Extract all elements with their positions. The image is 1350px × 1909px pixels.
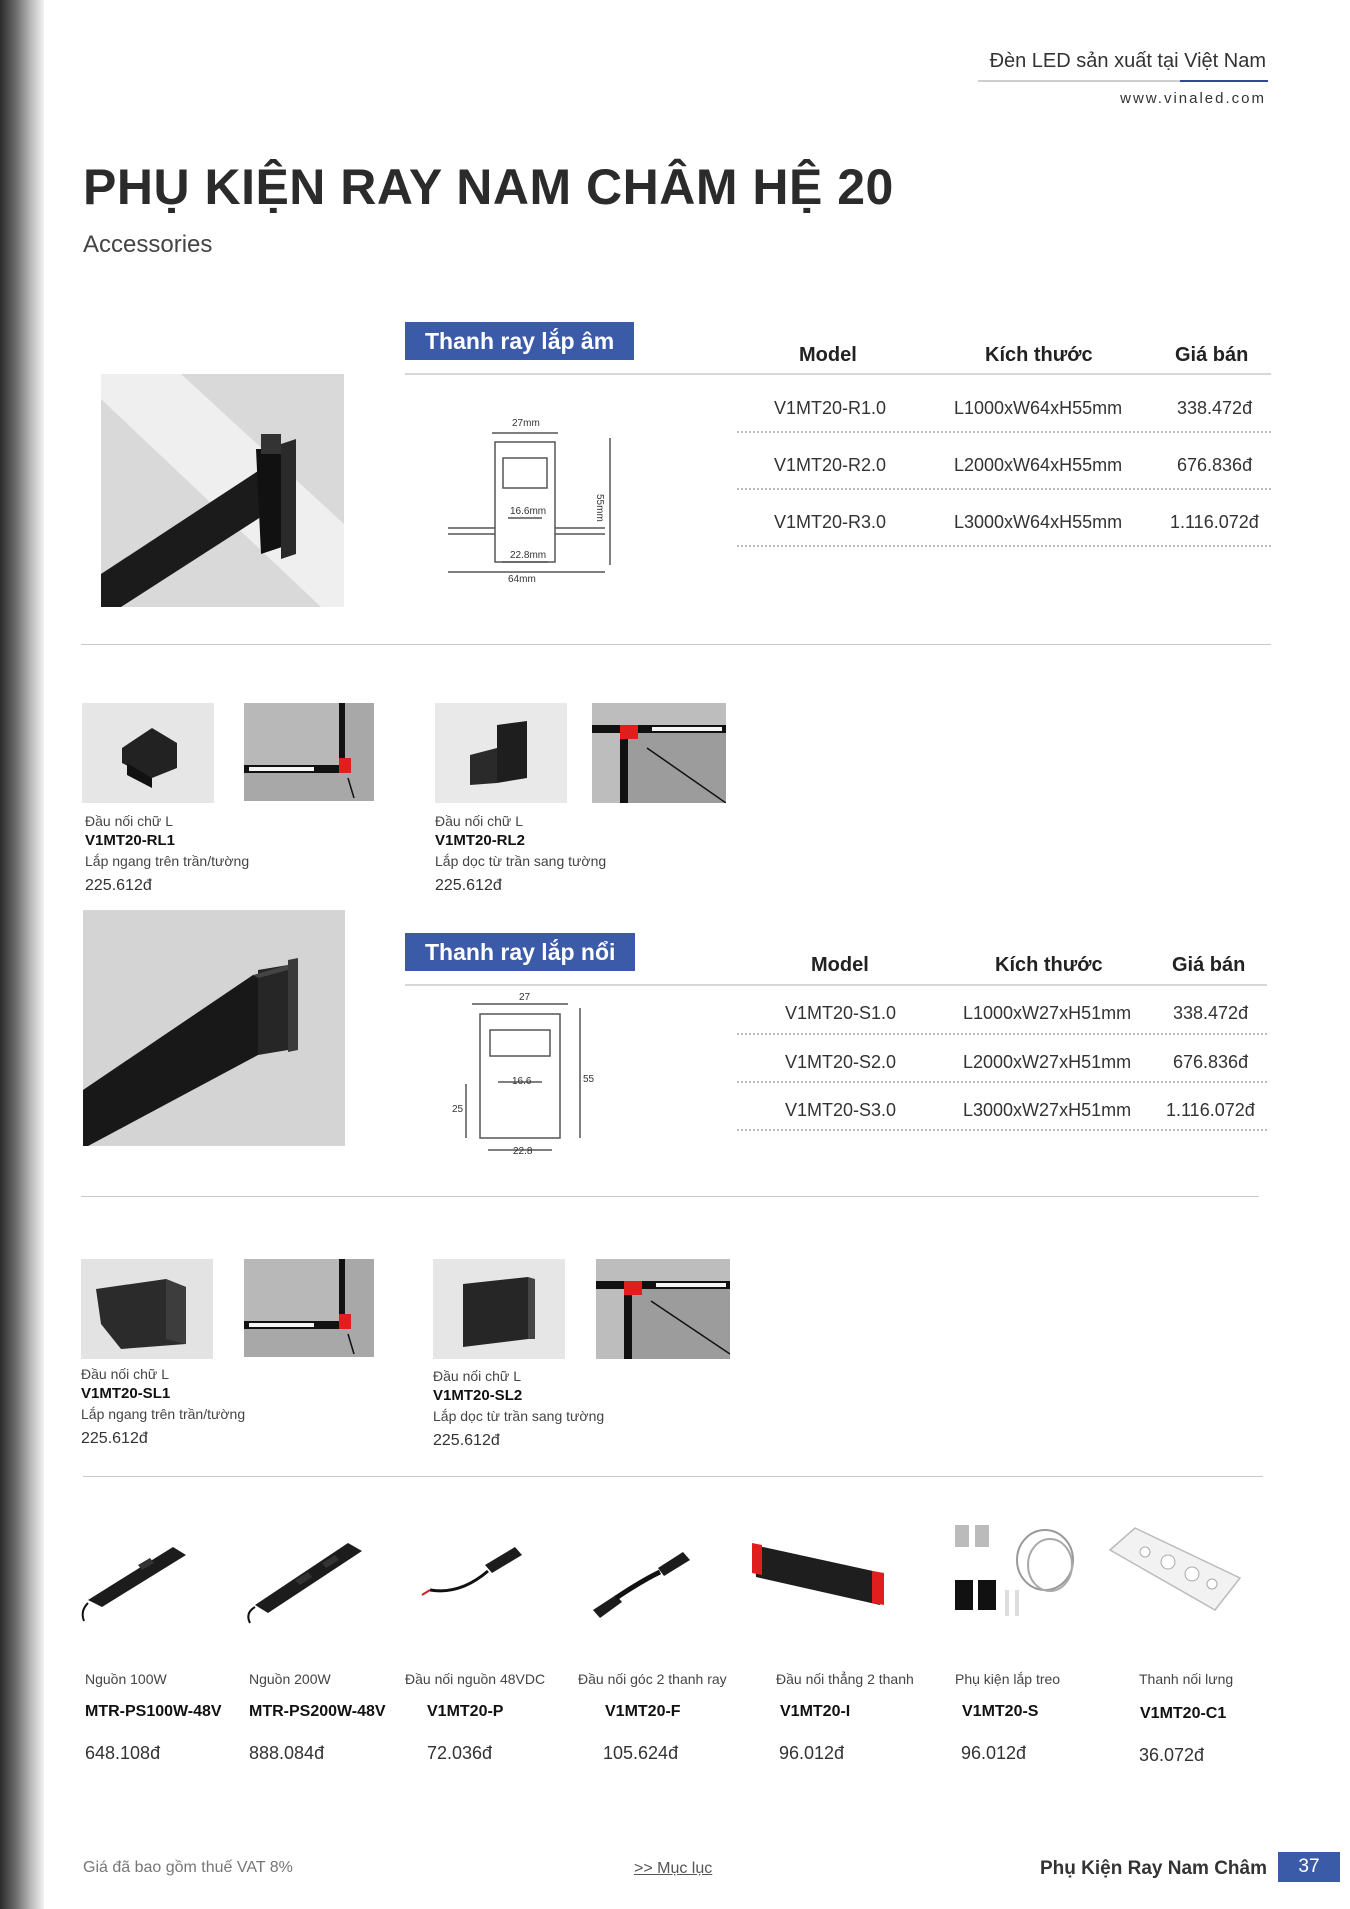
dim-label: 16.6 bbox=[512, 1076, 532, 1087]
product-code: V1MT20-C1 bbox=[1140, 1705, 1227, 1722]
dim-label: 22.8mm bbox=[510, 550, 547, 561]
connector-sl1-type: Đầu nối chữ L bbox=[81, 1366, 169, 1382]
section-divider bbox=[81, 644, 1271, 645]
surface-rail-photo bbox=[83, 910, 345, 1146]
surface-section-badge: Thanh ray lắp nổi bbox=[405, 933, 635, 971]
table-row-divider bbox=[737, 545, 1271, 547]
product-price: 72.036đ bbox=[427, 1743, 493, 1763]
connector-sl2-photo bbox=[433, 1259, 565, 1359]
surface-badge-rule bbox=[405, 984, 1267, 986]
header-divider-accent bbox=[1180, 80, 1268, 82]
table-row-divider bbox=[737, 1081, 1267, 1083]
table-row-divider bbox=[737, 431, 1271, 433]
page-number: 37 bbox=[1278, 1852, 1340, 1882]
table-cell: L3000xW27xH51mm bbox=[963, 1100, 1132, 1120]
surface-col-model: Model bbox=[811, 954, 869, 976]
table-cell: V1MT20-R1.0 bbox=[774, 398, 887, 418]
product-price: 96.012đ bbox=[961, 1743, 1027, 1763]
connector-rl2-photo bbox=[435, 703, 567, 803]
table-row-divider bbox=[737, 1033, 1267, 1035]
product-photo-suspension-kit bbox=[950, 1515, 1080, 1625]
connector-sl2-type: Đầu nối chữ L bbox=[433, 1368, 521, 1384]
recessed-rail-photo bbox=[101, 374, 344, 607]
product-photo-straight-connector bbox=[752, 1535, 892, 1625]
recessed-col-price: Giá bán bbox=[1175, 344, 1249, 366]
connector-rl1-photo bbox=[82, 703, 214, 803]
product-photo-power-connector bbox=[420, 1535, 530, 1625]
table-cell: 676.836đ bbox=[1177, 455, 1253, 475]
connector-rl1-price: 225.612đ bbox=[85, 877, 152, 894]
connector-rl2-code: V1MT20-RL2 bbox=[435, 832, 526, 849]
table-cell: V1MT20-S2.0 bbox=[785, 1052, 897, 1072]
dim-label: 22.8 bbox=[513, 1146, 533, 1157]
product-photo-corner-connector bbox=[588, 1540, 698, 1625]
connector-sl1-desc: Lắp ngang trên trần/tường bbox=[81, 1406, 246, 1422]
table-cell: L1000xW27xH51mm bbox=[963, 1003, 1132, 1023]
product-code: MTR-PS200W-48V bbox=[249, 1703, 386, 1720]
product-name: Nguồn 100W bbox=[85, 1671, 167, 1687]
table-cell: L3000xW64xH55mm bbox=[954, 512, 1123, 532]
product-name: Nguồn 200W bbox=[249, 1671, 331, 1687]
connector-rl2-desc: Lắp dọc từ trần sang tường bbox=[435, 853, 607, 869]
header-website: www.vinaled.com bbox=[1120, 90, 1266, 107]
recessed-col-size: Kích thước bbox=[985, 344, 1093, 366]
connector-rl1-install-photo bbox=[244, 703, 374, 801]
connector-rl2-price: 225.612đ bbox=[435, 877, 502, 894]
recessed-badge-rule bbox=[405, 373, 1271, 375]
product-price: 648.108đ bbox=[85, 1743, 161, 1763]
table-cell: L1000xW64xH55mm bbox=[954, 398, 1123, 418]
table-cell: L2000xW27xH51mm bbox=[963, 1052, 1132, 1072]
product-price: 96.012đ bbox=[779, 1743, 845, 1763]
connector-rl2-type: Đầu nối chữ L bbox=[435, 813, 523, 829]
product-name: Đầu nối góc 2 thanh ray bbox=[578, 1671, 727, 1687]
table-cell: 1.116.072đ bbox=[1166, 1100, 1255, 1120]
table-cell: 338.472đ bbox=[1173, 1003, 1249, 1023]
product-code: V1MT20-F bbox=[605, 1703, 681, 1720]
footer-category: Phụ Kiện Ray Nam Châm bbox=[1040, 1858, 1267, 1879]
dim-label: 55mm bbox=[594, 494, 605, 522]
product-name: Thanh nối lưng bbox=[1139, 1671, 1234, 1687]
table-cell: 1.116.072đ bbox=[1170, 512, 1259, 532]
table-cell: V1MT20-S1.0 bbox=[785, 1003, 897, 1023]
table-cell: 338.472đ bbox=[1177, 398, 1253, 418]
product-price: 888.084đ bbox=[249, 1743, 325, 1763]
vat-note: Giá đã bao gồm thuế VAT 8% bbox=[83, 1859, 293, 1876]
dim-label: 25 bbox=[452, 1104, 464, 1115]
connector-sl2-install-photo bbox=[596, 1259, 730, 1359]
product-name: Đầu nối nguồn 48VDC bbox=[405, 1671, 546, 1687]
connector-rl1-desc: Lắp ngang trên trần/tường bbox=[85, 853, 250, 869]
connector-rl2-install-photo bbox=[592, 703, 726, 803]
section-divider bbox=[83, 1476, 1263, 1477]
connector-sl1-install-photo bbox=[244, 1259, 374, 1357]
page-title: PHỤ KIỆN RAY NAM CHÂM HỆ 20 bbox=[83, 159, 894, 215]
dim-label: 64mm bbox=[508, 574, 536, 585]
dim-label: 27 bbox=[519, 992, 531, 1003]
connector-sl1-price: 225.612đ bbox=[81, 1430, 148, 1447]
connector-sl1-code: V1MT20-SL1 bbox=[81, 1385, 171, 1402]
product-code: V1MT20-P bbox=[427, 1703, 504, 1720]
recessed-profile-diagram bbox=[440, 410, 630, 590]
connector-sl2-code: V1MT20-SL2 bbox=[433, 1387, 523, 1404]
product-photo-ps100w bbox=[78, 1525, 198, 1625]
product-code: MTR-PS100W-48V bbox=[85, 1703, 222, 1720]
product-photo-ps200w bbox=[240, 1525, 370, 1625]
product-price: 105.624đ bbox=[603, 1743, 679, 1763]
table-row-divider bbox=[737, 1129, 1267, 1131]
surface-profile-diagram bbox=[450, 992, 610, 1162]
product-name: Đầu nối thẳng 2 thanh bbox=[776, 1671, 914, 1687]
table-cell: L2000xW64xH55mm bbox=[954, 455, 1123, 475]
recessed-col-model: Model bbox=[799, 344, 857, 366]
section-divider bbox=[81, 1196, 1259, 1197]
connector-sl2-price: 225.612đ bbox=[433, 1432, 500, 1449]
surface-col-price: Giá bán bbox=[1172, 954, 1246, 976]
product-name: Phụ kiện lắp treo bbox=[955, 1671, 1061, 1687]
table-cell: 676.836đ bbox=[1173, 1052, 1249, 1072]
product-code: V1MT20-S bbox=[962, 1703, 1039, 1720]
connector-rl1-code: V1MT20-RL1 bbox=[85, 832, 176, 849]
product-price: 36.072đ bbox=[1139, 1745, 1205, 1765]
dim-label: 16.6mm bbox=[510, 506, 547, 517]
connector-sl2-desc: Lắp dọc từ trần sang tường bbox=[433, 1408, 605, 1424]
product-code: V1MT20-I bbox=[780, 1703, 851, 1720]
surface-col-size: Kích thước bbox=[995, 954, 1103, 976]
dim-label: 55 bbox=[583, 1074, 595, 1085]
connector-rl1-type: Đầu nối chữ L bbox=[85, 813, 173, 829]
table-cell: V1MT20-R3.0 bbox=[774, 512, 887, 532]
table-cell: V1MT20-S3.0 bbox=[785, 1100, 897, 1120]
recessed-section-badge: Thanh ray lắp âm bbox=[405, 322, 634, 360]
connector-sl1-photo bbox=[81, 1259, 213, 1359]
page-subtitle: Accessories bbox=[83, 231, 213, 258]
table-row-divider bbox=[737, 488, 1271, 490]
toc-link[interactable]: >> Mục lục bbox=[634, 1860, 713, 1877]
table-cell: V1MT20-R2.0 bbox=[774, 455, 887, 475]
header-tagline: Đèn LED sản xuất tại Việt Nam bbox=[989, 50, 1266, 72]
page-edge-shadow bbox=[0, 0, 44, 1909]
dim-label: 27mm bbox=[512, 418, 540, 429]
product-photo-back-connector bbox=[1100, 1520, 1245, 1620]
